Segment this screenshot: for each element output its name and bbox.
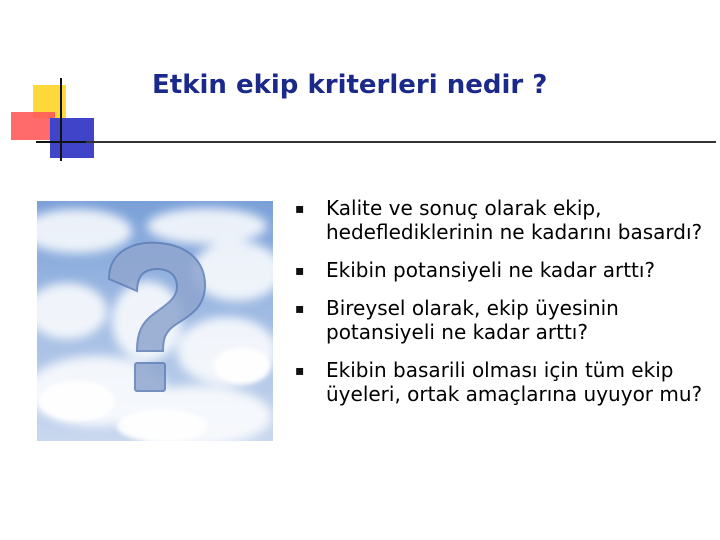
bullet-item — [292, 358, 712, 406]
logo-decoration — [0, 0, 100, 170]
bullet-item — [292, 258, 712, 282]
bullet-text: Bireysel olarak, ekip üyesinin potansiyeli ne kadar arttı? — [326, 296, 619, 344]
title-underline — [86, 141, 716, 143]
bullet-marker: ▪ — [295, 301, 305, 317]
logo-red-square — [11, 112, 55, 140]
slide-title: Etkin ekip kriterleri nedir ? — [152, 70, 548, 100]
question-mark-in-clouds-icon — [37, 201, 273, 441]
bullet-marker: ▪ — [295, 363, 305, 379]
cloud-picture-svg — [37, 201, 273, 441]
logo-blue-square — [50, 118, 94, 158]
bullet-text: Kalite ve sonuç olarak ekip, hedeflediklerinin ne kadarını basardı? — [326, 196, 703, 244]
bullet-list — [292, 196, 712, 420]
bullet-marker: ▪ — [295, 263, 305, 279]
bullet-item — [292, 196, 712, 244]
bullet-text: Ekibin basarili olması için tüm ekip üyeleri, ortak amaçlarına uyuyor mu? — [326, 358, 703, 406]
logo-vertical-line — [60, 78, 62, 161]
bullet-marker: ▪ — [295, 201, 305, 217]
bullet-text: Ekibin potansiyeli ne kadar arttı? — [326, 258, 656, 282]
bullet-item — [292, 296, 712, 344]
